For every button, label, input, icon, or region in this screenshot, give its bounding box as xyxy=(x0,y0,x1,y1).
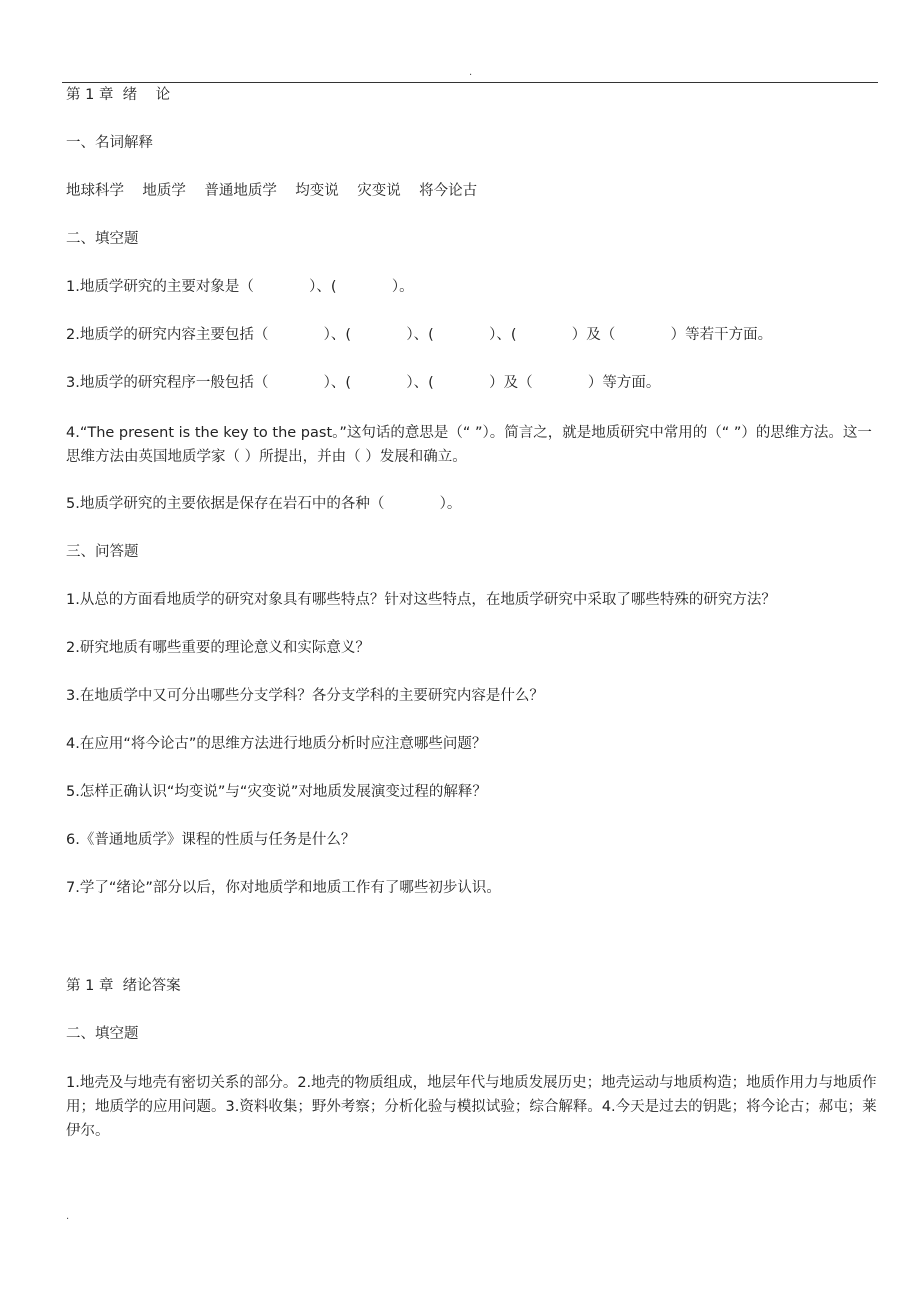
header-dot: . xyxy=(469,67,473,78)
qa-question-5: 5.怎样正确认识“均变说”与“灾变说”对地质发展演变过程的解释？ xyxy=(66,784,487,800)
fill-question-1: 1.地质学研究的主要对象是（ ）、( ）。 xyxy=(66,279,414,295)
answers-title: 第 1 章 绪论答案 xyxy=(66,978,181,994)
section-heading-fill: 二、填空题 xyxy=(66,231,139,247)
qa-question-4: 4.在应用“将今论古”的思维方法进行地质分析时应注意哪些问题？ xyxy=(66,736,487,752)
section-heading-terms: 一、名词解释 xyxy=(66,135,153,151)
fill-question-5: 5.地质学研究的主要依据是保存在岩石中的各种（ ）。 xyxy=(66,496,462,512)
qa-question-2: 2.研究地质有哪些重要的理论意义和实际意义？ xyxy=(66,640,370,656)
section-heading-qa: 三、问答题 xyxy=(66,544,139,560)
answers-text: 1.地壳及与地壳有密切关系的部分。2.地壳的物质组成，地层年代与地质发展历史；地壳运动与地质构造；地质作用力与地质作用；地质学的应用问题。3.资料收集；野外考察；分析化验与模拟试验；综合解释。4.今天是过去的钥匙；将今论古；郝屯；莱伊尔。 xyxy=(66,1075,877,1139)
chapter-title: 第 1 章 绪 论 xyxy=(66,87,171,103)
footer-dot: . xyxy=(66,1211,70,1222)
qa-question-3: 3.在地质学中又可分出哪些分支学科？各分支学科的主要研究内容是什么？ xyxy=(66,688,544,704)
qa-question-6: 6.《普通地质学》课程的性质与任务是什么？ xyxy=(66,832,356,848)
fill-question-4: 4.“The present is the key to the past。”这句话的意思是（“ ”）。简言之，就是地质研究中常用的（“ ”）的思维方法。这一思维方法由英国地质学家（ ）所提出，并由（ ）发展和确立。 xyxy=(66,425,872,465)
terms-list: 地球科学 地质学 普通地质学 均变说 灾变说 将今论古 xyxy=(66,183,478,199)
header-rule xyxy=(62,82,878,83)
answers-section-heading: 二、填空题 xyxy=(66,1026,139,1042)
fill-question-2: 2.地质学的研究内容主要包括（ ）、( ）、( ）、( ）及（ ）等若干方面。 xyxy=(66,327,773,343)
fill-question-3: 3.地质学的研究程序一般包括（ ）、( ）、( ）及（ ）等方面。 xyxy=(66,375,661,391)
qa-question-1: 1.从总的方面看地质学的研究对象具有哪些特点？针对这些特点，在地质学研究中采取了哪些特殊的研究方法？ xyxy=(66,592,776,608)
qa-question-7: 7.学了“绪论”部分以后，你对地质学和地质工作有了哪些初步认识。 xyxy=(66,880,501,896)
